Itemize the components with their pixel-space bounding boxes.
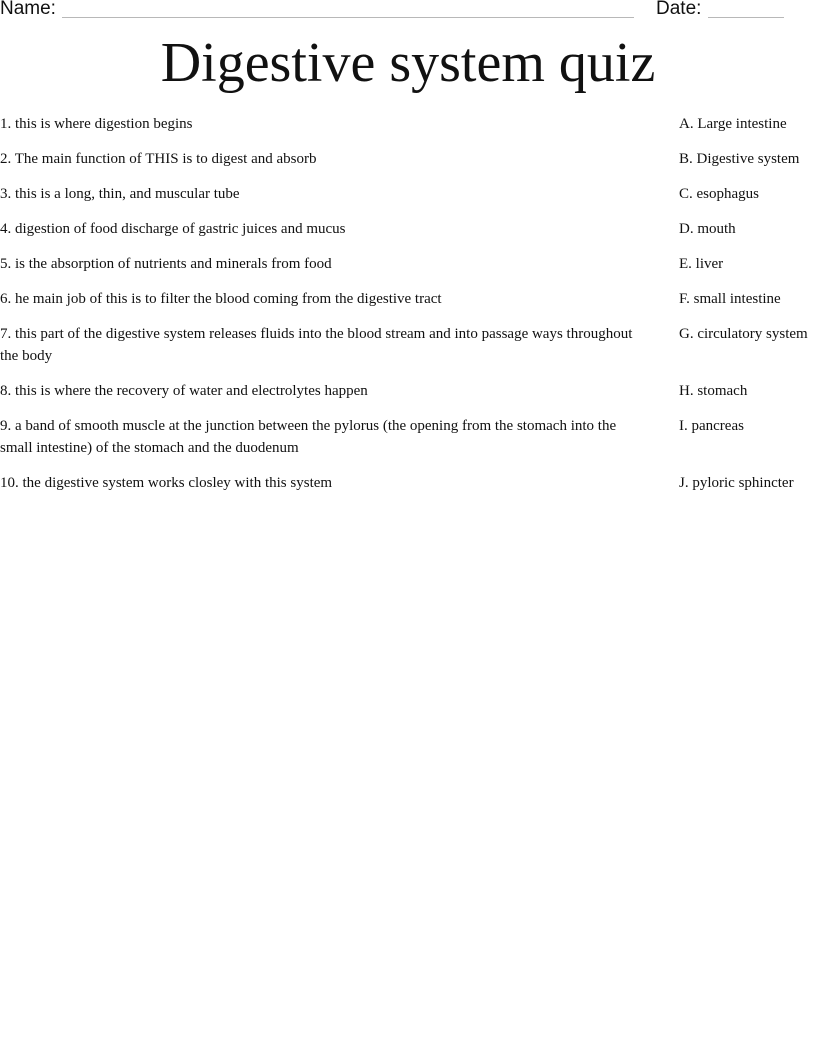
question-2: 2. The main function of THIS is to digest and absorb	[0, 151, 317, 167]
question-3: 3. this is a long, thin, and muscular tube	[0, 186, 240, 202]
quiz-row	[0, 472, 816, 494]
quiz-row	[0, 380, 816, 402]
quiz-row	[0, 415, 816, 459]
quiz-row	[0, 288, 816, 310]
answer-h: H. stomach	[679, 383, 748, 399]
date-label: Date:	[656, 0, 702, 19]
question-8: 8. this is where the recovery of water and electrolytes happen	[0, 383, 368, 399]
question-6: 6. he main job of this is to filter the blood coming from the digestive tract	[0, 291, 442, 307]
question-7: 7. this part of the digestive system releases fluids into the blood stream and into passage ways throughout the body	[0, 326, 633, 364]
answer-b: B. Digestive system	[679, 151, 800, 167]
quiz-row	[0, 183, 816, 205]
quiz-row	[0, 218, 816, 240]
quiz-row	[0, 323, 816, 367]
question-10: 10. the digestive system works closley with this system	[0, 475, 333, 491]
date-blank-line	[708, 17, 784, 18]
question-4: 4. digestion of food discharge of gastric juices and mucus	[0, 221, 346, 237]
answer-e: E. liver	[679, 256, 724, 272]
question-5: 5. is the absorption of nutrients and minerals from food	[0, 256, 332, 272]
quiz-row	[0, 148, 816, 170]
quiz-row	[0, 253, 816, 275]
answer-i: I. pancreas	[679, 418, 744, 434]
name-blank-line	[62, 17, 634, 18]
question-1: 1. this is where digestion begins	[0, 116, 193, 132]
answer-a: A. Large intestine	[679, 116, 787, 132]
worksheet-header	[0, 0, 816, 24]
matching-quiz	[0, 113, 816, 507]
answer-j: J. pyloric sphincter	[679, 475, 794, 491]
quiz-row	[0, 113, 816, 135]
answer-g: G. circulatory system	[679, 326, 808, 342]
name-label: Name:	[0, 0, 56, 19]
question-9: 9. a band of smooth muscle at the junction between the pylorus (the opening from the stomach into the small intestine) of the stomach and the duodenum	[0, 418, 617, 456]
answer-d: D. mouth	[679, 221, 736, 237]
answer-f: F. small intestine	[679, 291, 781, 307]
page-title: Digestive system quiz	[160, 32, 656, 94]
answer-c: C. esophagus	[679, 186, 759, 202]
